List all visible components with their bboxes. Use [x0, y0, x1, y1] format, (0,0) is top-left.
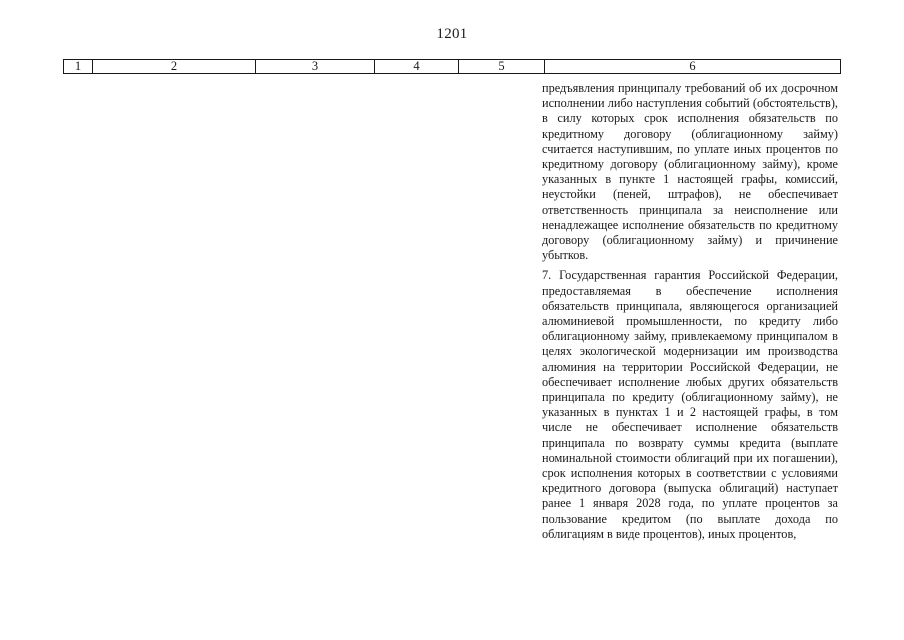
column-header-6: 6	[545, 60, 841, 74]
column-6-text	[542, 81, 838, 542]
column-header-row	[64, 60, 841, 74]
column-header-4: 4	[375, 60, 459, 74]
column-header-1: 1	[64, 60, 93, 74]
column-header-table	[63, 59, 841, 74]
paragraph-continuation: предъявления принципалу требований об их досрочном исполнении либо наступления событий (обстоятельств), в силу которых срок исполнения обязательств по кредитному договору (облигационному займу) считается наступившим, по уплате иных процентов по кредитному договору (облигационному займу), кроме указанных в пункте 1 настоящей графы, комиссий, неустойки (пеней, штрафов), не обеспечивает ответственность принципала за неисполнение или ненадлежащее исполнение обязательств по кредитному договору (облигационному займу) и причинение убытков.	[542, 81, 838, 263]
paragraph-item-7: 7. Государственная гарантия Российской Федерации, предоставляемая в обеспечение исполнения обязательств принципала, являющегося организацией алюминиевой промышленности, по кредиту либо облигационному займу, привлекаемому принципалом в целях экологической модернизации им производства алюминия на территории Российской Федерации, не обеспечивает исполнение любых других обязательств принципала по кредиту (облигационному займу), не указанных в пунктах 1 и 2 настоящей графы, в том числе не обеспечивает исполнение обязательств принципала по возврату суммы кредита (выплате номинальной стоимости облигаций при их погашении), срок исполнения которых в соответствии с условиями кредитного договора (выпуска облигаций) наступает ранее 1 января 2028 года, по уплате процентов за пользование кредитом (по выплате дохода по облигациям в виде процентов), иных процентов,	[542, 268, 838, 541]
column-header-5: 5	[459, 60, 545, 74]
column-header-2: 2	[93, 60, 256, 74]
page-number: 1201	[436, 26, 468, 42]
column-header-3: 3	[256, 60, 375, 74]
